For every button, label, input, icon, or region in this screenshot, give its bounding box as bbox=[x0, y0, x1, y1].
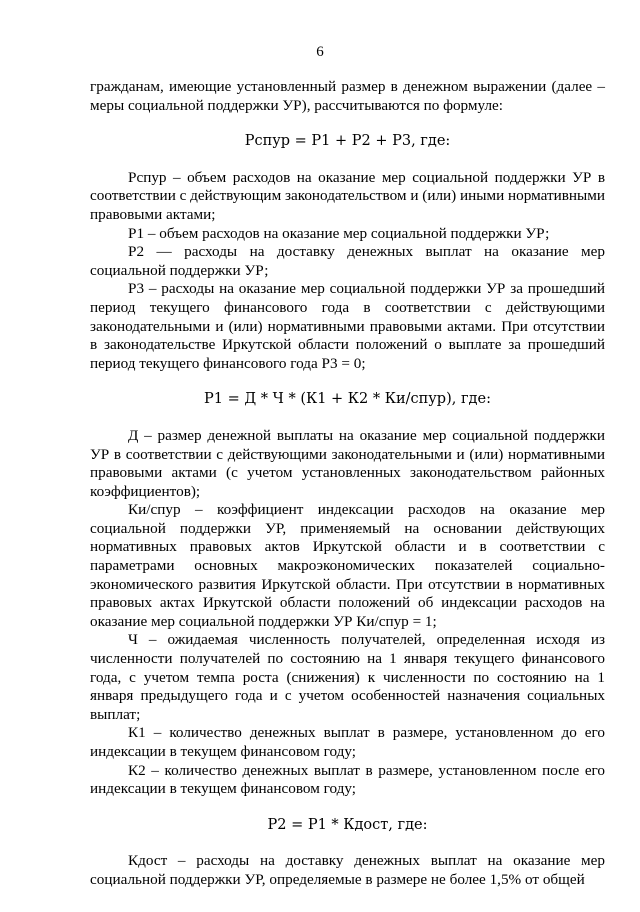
definition-p2: Р2 — расходы на доставку денежных выплат на оказание мер социальной поддержки УР; bbox=[90, 243, 605, 279]
formula-p1: Р1 = Д * Ч * (К1 + К2 * Ки/спур), где: bbox=[204, 391, 491, 408]
formula-p2: Р2 = Р1 * Кдост, где: bbox=[267, 816, 428, 833]
definition-k1: К1 – количество денежных выплат в размере, установленном до его индексации в текущем финансовом году; bbox=[90, 724, 605, 760]
formula-total: Рспур = Р1 + Р2 + Р3, где: bbox=[244, 133, 451, 150]
page-number: 6 bbox=[316, 44, 324, 60]
paragraph-intro: гражданам, имеющие установленный размер в денежном выражении (далее – меры социальной поддержки УР), рассчитываются по формуле: bbox=[90, 78, 605, 114]
definition-d: Д – размер денежной выплаты на оказание мер социальной поддержки УР в соответствии с действующими законодательными и (или) нормативными правовыми актами (с учетом установленных законодательством районных коэффициентов); bbox=[90, 426, 605, 500]
document-body bbox=[90, 78, 605, 890]
definition-k-index: Ки/спур – коэффициент индексации расходов на оказание мер социальной поддержки УР, применяемый на основании действующих нормативных правовых актов Иркутской области и в соответствии с параметрами основных макроэкономических показателей социально-экономического развития Иркутской области. При отсутствии в нормативных правовых актах Иркутской области положений об индексации расходов на оказание мер социальной поддержки УР Ки/спур = 1; bbox=[90, 501, 605, 630]
definition-p3: Р3 – расходы на оказание мер социальной поддержки УР за прошедший период текущего финансового года в соответствии с действующими законодательными и (или) нормативными правовыми актами. При отсутствии в законодательстве Иркутской области положений о выплате за прошедший период текущего финансового года Р3 = 0; bbox=[90, 280, 605, 372]
definition-ch: Ч – ожидаемая численность получателей, определенная исходя из численности получателей по состоянию на 1 января текущего финансового года, с учетом темпа роста (снижения) к численности по состоянию на 1 января предыдущего года и с учетом особенностей назначения социальных выплат; bbox=[90, 631, 605, 723]
definition-k2: К2 – количество денежных выплат в размере, установленном после его индексации в текущем финансовом году; bbox=[90, 761, 605, 798]
definition-p-spur: Рспур – объем расходов на оказание мер социальной поддержки УР в соответствии с действующим законодательством и (или) иными нормативными правовыми актами; bbox=[90, 168, 605, 223]
definition-k-dost: Кдост – расходы на доставку денежных выплат на оказание мер социальной поддержки УР, определяемые в размере не более 1,5% от общей bbox=[90, 852, 605, 888]
definition-p1: Р1 – объем расходов на оказание мер социальной поддержки УР; bbox=[128, 224, 550, 242]
